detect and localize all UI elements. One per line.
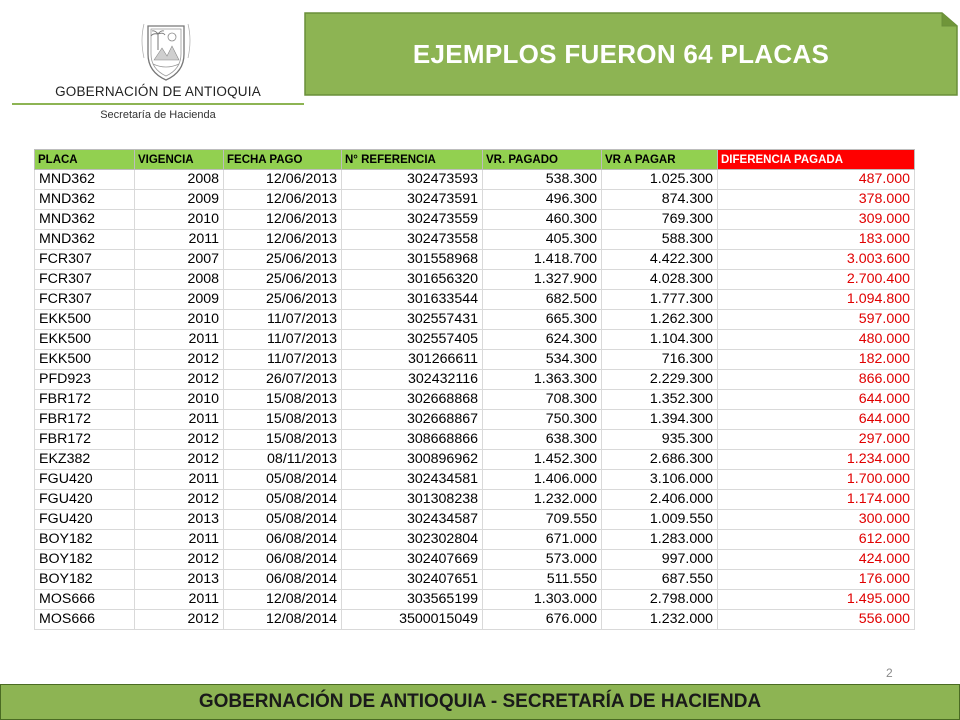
diferencia-cell: 176.000 <box>718 570 915 590</box>
vigencia-cell: 2011 <box>135 590 224 610</box>
vr-pagado-cell: 1.406.000 <box>483 470 602 490</box>
fecha-pago-cell: 12/08/2014 <box>224 590 342 610</box>
table-row <box>35 370 915 390</box>
referencia-cell: 302557431 <box>342 310 483 330</box>
vr-a-pagar-cell: 716.300 <box>602 350 718 370</box>
referencia-cell: 302473593 <box>342 170 483 190</box>
vr-a-pagar-cell: 997.000 <box>602 550 718 570</box>
referencia-cell: 302473558 <box>342 230 483 250</box>
fecha-pago-cell: 05/08/2014 <box>224 490 342 510</box>
vr-a-pagar-cell: 769.300 <box>602 210 718 230</box>
diferencia-cell: 183.000 <box>718 230 915 250</box>
table-row <box>35 450 915 470</box>
antioquia-coat-of-arms-icon <box>136 20 196 82</box>
diferencia-cell: 1.174.000 <box>718 490 915 510</box>
column-header-vr-a-pagar: VR A PAGAR <box>602 150 718 170</box>
diferencia-cell: 378.000 <box>718 190 915 210</box>
vigencia-cell: 2011 <box>135 530 224 550</box>
vr-pagado-cell: 496.300 <box>483 190 602 210</box>
referencia-cell: 302407651 <box>342 570 483 590</box>
vr-a-pagar-cell: 2.406.000 <box>602 490 718 510</box>
diferencia-cell: 480.000 <box>718 330 915 350</box>
vr-pagado-cell: 538.300 <box>483 170 602 190</box>
vigencia-cell: 2012 <box>135 550 224 570</box>
diferencia-cell: 309.000 <box>718 210 915 230</box>
table-row <box>35 470 915 490</box>
table-row <box>35 210 915 230</box>
vr-pagado-cell: 573.000 <box>483 550 602 570</box>
vr-pagado-cell: 405.300 <box>483 230 602 250</box>
vr-a-pagar-cell: 4.028.300 <box>602 270 718 290</box>
diferencia-cell: 1.700.000 <box>718 470 915 490</box>
referencia-cell: 302473559 <box>342 210 483 230</box>
diferencia-cell: 297.000 <box>718 430 915 450</box>
placa-cell: EKK500 <box>35 310 135 330</box>
vr-a-pagar-cell: 4.422.300 <box>602 250 718 270</box>
vigencia-cell: 2008 <box>135 170 224 190</box>
vr-a-pagar-cell: 1.394.300 <box>602 410 718 430</box>
page-title: EJEMPLOS FUERON 64 PLACAS <box>412 38 830 69</box>
fecha-pago-cell: 12/06/2013 <box>224 170 342 190</box>
footer-text: GOBERNACIÓN DE ANTIOQUIA - SECRETARÍA DE HACIENDA <box>198 691 762 712</box>
referencia-cell: 302302804 <box>342 530 483 550</box>
table-row <box>35 170 915 190</box>
org-divider <box>12 103 304 105</box>
vigencia-cell: 2010 <box>135 210 224 230</box>
diferencia-cell: 182.000 <box>718 350 915 370</box>
fecha-pago-cell: 11/07/2013 <box>224 330 342 350</box>
vr-a-pagar-cell: 935.300 <box>602 430 718 450</box>
vigencia-cell: 2012 <box>135 430 224 450</box>
fecha-pago-cell: 11/07/2013 <box>224 350 342 370</box>
referencia-cell: 302557405 <box>342 330 483 350</box>
vigencia-cell: 2009 <box>135 290 224 310</box>
fecha-pago-cell: 26/07/2013 <box>224 370 342 390</box>
vr-pagado-cell: 682.500 <box>483 290 602 310</box>
vr-pagado-cell: 460.300 <box>483 210 602 230</box>
table-row <box>35 530 915 550</box>
placa-cell: MND362 <box>35 170 135 190</box>
vr-pagado-cell: 624.300 <box>483 330 602 350</box>
referencia-cell: 301558968 <box>342 250 483 270</box>
column-header-placa: PLACA <box>35 150 135 170</box>
fecha-pago-cell: 15/08/2013 <box>224 410 342 430</box>
diferencia-cell: 300.000 <box>718 510 915 530</box>
footer-bar <box>0 684 960 720</box>
column-header-vigencia: VIGENCIA <box>135 150 224 170</box>
vigencia-cell: 2012 <box>135 370 224 390</box>
referencia-cell: 302668867 <box>342 410 483 430</box>
logo-block <box>12 18 304 128</box>
referencia-cell: 300896962 <box>342 450 483 470</box>
fecha-pago-cell: 12/08/2014 <box>224 610 342 630</box>
page-number: 2 <box>886 666 893 680</box>
vr-a-pagar-cell: 1.283.000 <box>602 530 718 550</box>
table-body <box>35 170 915 630</box>
placa-cell: MOS666 <box>35 590 135 610</box>
placa-cell: EKK500 <box>35 350 135 370</box>
table-row <box>35 270 915 290</box>
vigencia-cell: 2012 <box>135 490 224 510</box>
table-row <box>35 610 915 630</box>
fecha-pago-cell: 06/08/2014 <box>224 530 342 550</box>
diferencia-cell: 612.000 <box>718 530 915 550</box>
placa-cell: FGU420 <box>35 490 135 510</box>
placa-cell: MND362 <box>35 210 135 230</box>
column-header-fecha-pago: FECHA PAGO <box>224 150 342 170</box>
vr-pagado-cell: 750.300 <box>483 410 602 430</box>
diferencia-cell: 556.000 <box>718 610 915 630</box>
vr-a-pagar-cell: 1.262.300 <box>602 310 718 330</box>
placa-cell: FCR307 <box>35 250 135 270</box>
payments-table <box>34 149 915 630</box>
vigencia-cell: 2012 <box>135 450 224 470</box>
fecha-pago-cell: 15/08/2013 <box>224 430 342 450</box>
fecha-pago-cell: 05/08/2014 <box>224 470 342 490</box>
vr-pagado-cell: 671.000 <box>483 530 602 550</box>
referencia-cell: 301308238 <box>342 490 483 510</box>
diferencia-cell: 644.000 <box>718 390 915 410</box>
diferencia-cell: 1.495.000 <box>718 590 915 610</box>
vr-pagado-cell: 1.327.900 <box>483 270 602 290</box>
referencia-cell: 302432116 <box>342 370 483 390</box>
fecha-pago-cell: 15/08/2013 <box>224 390 342 410</box>
vr-pagado-cell: 665.300 <box>483 310 602 330</box>
vr-a-pagar-cell: 1.009.550 <box>602 510 718 530</box>
referencia-cell: 301266611 <box>342 350 483 370</box>
placa-cell: FBR172 <box>35 410 135 430</box>
placa-cell: FBR172 <box>35 390 135 410</box>
fecha-pago-cell: 12/06/2013 <box>224 210 342 230</box>
placa-cell: FCR307 <box>35 290 135 310</box>
fecha-pago-cell: 06/08/2014 <box>224 570 342 590</box>
diferencia-cell: 424.000 <box>718 550 915 570</box>
vr-a-pagar-cell: 2.686.300 <box>602 450 718 470</box>
vr-pagado-cell: 534.300 <box>483 350 602 370</box>
vr-pagado-cell: 1.303.000 <box>483 590 602 610</box>
table-row <box>35 290 915 310</box>
vr-a-pagar-cell: 2.229.300 <box>602 370 718 390</box>
referencia-cell: 302434587 <box>342 510 483 530</box>
fecha-pago-cell: 11/07/2013 <box>224 310 342 330</box>
vr-pagado-cell: 511.550 <box>483 570 602 590</box>
referencia-cell: 308668866 <box>342 430 483 450</box>
table-row <box>35 410 915 430</box>
vr-pagado-cell: 638.300 <box>483 430 602 450</box>
placa-cell: FCR307 <box>35 270 135 290</box>
diferencia-cell: 487.000 <box>718 170 915 190</box>
vigencia-cell: 2009 <box>135 190 224 210</box>
org-subtitle: Secretaría de Hacienda <box>100 109 216 121</box>
diferencia-cell: 1.094.800 <box>718 290 915 310</box>
placa-cell: PFD923 <box>35 370 135 390</box>
table-row <box>35 190 915 210</box>
diferencia-cell: 597.000 <box>718 310 915 330</box>
fecha-pago-cell: 25/06/2013 <box>224 270 342 290</box>
vigencia-cell: 2012 <box>135 610 224 630</box>
referencia-cell: 302668868 <box>342 390 483 410</box>
vr-a-pagar-cell: 1.104.300 <box>602 330 718 350</box>
fecha-pago-cell: 08/11/2013 <box>224 450 342 470</box>
referencia-cell: 302407669 <box>342 550 483 570</box>
vigencia-cell: 2013 <box>135 570 224 590</box>
vr-pagado-cell: 1.232.000 <box>483 490 602 510</box>
vigencia-cell: 2011 <box>135 470 224 490</box>
placa-cell: MND362 <box>35 190 135 210</box>
fecha-pago-cell: 12/06/2013 <box>224 190 342 210</box>
vr-a-pagar-cell: 1.232.000 <box>602 610 718 630</box>
vr-pagado-cell: 709.550 <box>483 510 602 530</box>
vr-a-pagar-cell: 874.300 <box>602 190 718 210</box>
placa-cell: BOY182 <box>35 550 135 570</box>
vigencia-cell: 2008 <box>135 270 224 290</box>
placa-cell: BOY182 <box>35 530 135 550</box>
placa-cell: EKZ382 <box>35 450 135 470</box>
referencia-cell: 301656320 <box>342 270 483 290</box>
table-row <box>35 230 915 250</box>
diferencia-cell: 644.000 <box>718 410 915 430</box>
vigencia-cell: 2013 <box>135 510 224 530</box>
fecha-pago-cell: 25/06/2013 <box>224 290 342 310</box>
referencia-cell: 301633544 <box>342 290 483 310</box>
vr-pagado-cell: 1.418.700 <box>483 250 602 270</box>
vigencia-cell: 2011 <box>135 410 224 430</box>
table-row <box>35 550 915 570</box>
placa-cell: MOS666 <box>35 610 135 630</box>
vr-pagado-cell: 1.452.300 <box>483 450 602 470</box>
vigencia-cell: 2012 <box>135 350 224 370</box>
vigencia-cell: 2011 <box>135 330 224 350</box>
vr-pagado-cell: 708.300 <box>483 390 602 410</box>
table-row <box>35 490 915 510</box>
table-row <box>35 350 915 370</box>
column-header-referencia: N° REFERENCIA <box>342 150 483 170</box>
title-banner <box>304 12 958 96</box>
vigencia-cell: 2007 <box>135 250 224 270</box>
column-header-vr-pagado: VR. PAGADO <box>483 150 602 170</box>
placa-cell: EKK500 <box>35 330 135 350</box>
referencia-cell: 3500015049 <box>342 610 483 630</box>
table-row <box>35 430 915 450</box>
org-name: GOBERNACIÓN DE ANTIOQUIA <box>55 84 261 99</box>
vr-a-pagar-cell: 3.106.000 <box>602 470 718 490</box>
table-row <box>35 310 915 330</box>
diferencia-cell: 2.700.400 <box>718 270 915 290</box>
table-header-row <box>35 150 915 170</box>
referencia-cell: 303565199 <box>342 590 483 610</box>
vr-a-pagar-cell: 1.352.300 <box>602 390 718 410</box>
vr-pagado-cell: 676.000 <box>483 610 602 630</box>
placa-cell: FGU420 <box>35 510 135 530</box>
referencia-cell: 302473591 <box>342 190 483 210</box>
table-row <box>35 390 915 410</box>
vigencia-cell: 2011 <box>135 230 224 250</box>
diferencia-cell: 3.003.600 <box>718 250 915 270</box>
vr-a-pagar-cell: 588.300 <box>602 230 718 250</box>
diferencia-cell: 1.234.000 <box>718 450 915 470</box>
vigencia-cell: 2010 <box>135 310 224 330</box>
vr-pagado-cell: 1.363.300 <box>483 370 602 390</box>
vr-a-pagar-cell: 1.777.300 <box>602 290 718 310</box>
placa-cell: BOY182 <box>35 570 135 590</box>
placa-cell: MND362 <box>35 230 135 250</box>
fecha-pago-cell: 05/08/2014 <box>224 510 342 530</box>
vr-a-pagar-cell: 687.550 <box>602 570 718 590</box>
fecha-pago-cell: 06/08/2014 <box>224 550 342 570</box>
referencia-cell: 302434581 <box>342 470 483 490</box>
table-row <box>35 570 915 590</box>
placa-cell: FGU420 <box>35 470 135 490</box>
table-row <box>35 510 915 530</box>
vr-a-pagar-cell: 1.025.300 <box>602 170 718 190</box>
fecha-pago-cell: 25/06/2013 <box>224 250 342 270</box>
diferencia-cell: 866.000 <box>718 370 915 390</box>
vigencia-cell: 2010 <box>135 390 224 410</box>
table-row <box>35 590 915 610</box>
table-row <box>35 330 915 350</box>
table-row <box>35 250 915 270</box>
vr-a-pagar-cell: 2.798.000 <box>602 590 718 610</box>
column-header-diferencia-pagada: DIFERENCIA PAGADA <box>718 150 915 170</box>
placa-cell: FBR172 <box>35 430 135 450</box>
fecha-pago-cell: 12/06/2013 <box>224 230 342 250</box>
